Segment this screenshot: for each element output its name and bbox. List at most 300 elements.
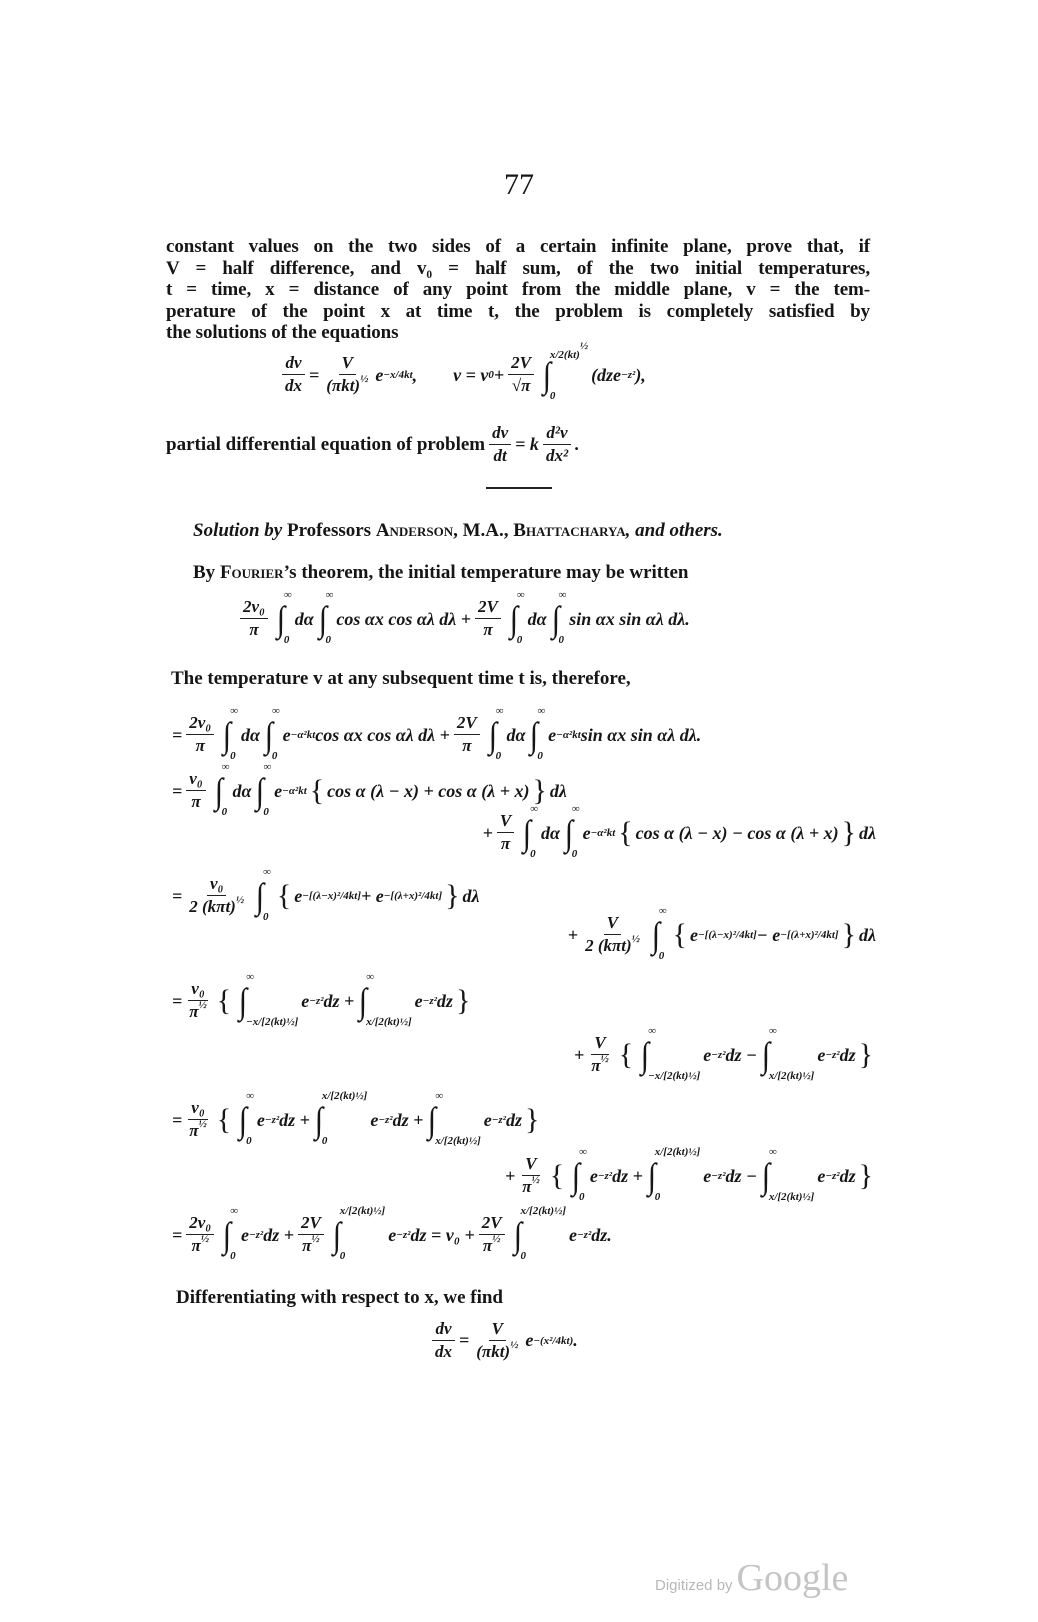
math-text: dα (240, 724, 260, 745)
fraction (519, 1155, 543, 1196)
lower-limit (230, 751, 238, 762)
fraction (508, 354, 534, 395)
lower-limit (520, 1251, 566, 1262)
inline-text: partial differential equation of problem (166, 433, 486, 455)
integral (522, 803, 538, 860)
math-text: , v = v (412, 364, 489, 385)
upper-limit (230, 1206, 238, 1217)
math-text: ∞ (221, 761, 230, 773)
denominator (509, 375, 534, 396)
integral-sign: ∫ (564, 813, 574, 853)
lower-limit (366, 1017, 412, 1028)
upper-limit (246, 972, 298, 983)
numerator (432, 1320, 454, 1341)
paragraph-line: the solutions of the equations (166, 322, 399, 343)
integral-limits (768, 1146, 815, 1203)
math-text: ½ (200, 1233, 210, 1245)
math-text: + (574, 1044, 585, 1065)
math-text: dv (285, 353, 302, 373)
upper-limit (769, 1147, 815, 1158)
fraction (454, 714, 480, 755)
math-text: 0 (321, 1135, 328, 1147)
integral-sign: ∫ (214, 771, 223, 811)
integral-sign: ∫ (264, 715, 274, 755)
numerator (479, 1214, 505, 1235)
denominator (459, 735, 474, 756)
integral (651, 905, 667, 962)
fraction (588, 1034, 612, 1075)
integral-limits (246, 971, 299, 1028)
right-brace: } (445, 879, 460, 912)
math-text: −[(λ−x)²/4kt] (698, 929, 757, 941)
math-text: −α²kt (556, 729, 581, 741)
fraction (473, 1320, 521, 1361)
math-text: π (189, 1121, 199, 1140)
math-text: 0 (495, 750, 502, 762)
numerator (240, 598, 268, 619)
fraction (298, 1214, 324, 1255)
fraction (186, 875, 247, 916)
superscript (492, 1233, 500, 1245)
math-text: −z² (825, 1049, 840, 1061)
math-text: 0 (530, 848, 536, 860)
denominator (246, 619, 261, 640)
left-brace: { (549, 1159, 565, 1192)
math-text: = (309, 364, 320, 385)
math-text: e (703, 1165, 712, 1186)
google-logo: Google (736, 1557, 849, 1599)
math-text: V (491, 1319, 503, 1338)
math-text: 2v₀ (189, 713, 212, 733)
math-text: ∞ (537, 705, 546, 717)
math-text: dx (435, 1341, 452, 1361)
math-text: π (462, 736, 472, 755)
given-equations (278, 340, 646, 402)
math-text: −z² (711, 1049, 726, 1061)
fraction (282, 354, 305, 395)
final-equation (428, 1320, 578, 1361)
numerator (282, 354, 304, 375)
math-text: ½ (360, 373, 369, 385)
integral-sign: ∫ (238, 981, 248, 1021)
math-text: e (525, 1330, 534, 1351)
solution-text: Professors (286, 520, 372, 541)
math-text: 2V (511, 353, 531, 373)
math-text: dz − (725, 1165, 757, 1186)
integral-limits (230, 705, 238, 762)
math-text: ½ (600, 1053, 609, 1065)
integral-sign: ∫ (509, 599, 519, 639)
math-text: V (341, 353, 353, 373)
math-text: x/2(kt) (549, 349, 580, 361)
paragraph-line: t = time, x = distance of any point from the middle plane, v = the tem- (166, 279, 870, 300)
math-text: ½ (198, 1118, 207, 1130)
math-text: e (388, 1224, 397, 1245)
numerator (543, 424, 570, 445)
intro-text: By (193, 562, 220, 583)
math-text: 2V (300, 1213, 321, 1233)
numerator (186, 714, 214, 735)
superscript (510, 1339, 518, 1351)
right-brace: } (858, 1038, 873, 1071)
math-text: e (569, 1224, 577, 1245)
math-text: ∞ (648, 1025, 656, 1037)
math-text: −z² (577, 1229, 592, 1241)
lower-limit (340, 1251, 386, 1262)
fraction (323, 354, 371, 395)
math-text: x/[2(kt)½] (654, 1146, 701, 1158)
denominator (186, 1120, 210, 1141)
others-text: , and others. (625, 520, 723, 541)
math-text: −[(λ+x)²/4kt] (383, 890, 443, 902)
integral-sign: ∫ (647, 1156, 657, 1196)
math-text: −z² (378, 1114, 393, 1126)
derivation-line (567, 905, 876, 962)
integral-limits (339, 1205, 386, 1262)
integral-sign: ∫ (318, 599, 327, 639)
fraction (186, 1099, 210, 1140)
upper-limit (230, 706, 238, 717)
author-name: Bhattacharya (513, 520, 626, 541)
derivation-line (482, 803, 876, 860)
math-text: dz + (263, 1224, 294, 1245)
math-text: v₀ (189, 769, 203, 789)
math-text: ∞ (768, 1146, 777, 1158)
lower-limit (537, 751, 545, 762)
math-text: dz. (591, 1224, 612, 1245)
math-text: ∞ (571, 803, 580, 815)
math-text: ∞ (262, 866, 271, 878)
math-text: V (606, 913, 619, 933)
math-text: π (483, 620, 493, 639)
integral-sign: ∫ (222, 715, 232, 755)
math-text: e (548, 724, 557, 745)
math-text: e (690, 924, 699, 945)
numerator (298, 1214, 324, 1235)
math-text: dz + (392, 1109, 424, 1130)
math-text: + e (361, 885, 384, 906)
math-text: ∞ (246, 1090, 254, 1102)
superscript (311, 1233, 319, 1245)
math-text: dv (435, 1319, 452, 1338)
lower-limit (435, 1136, 481, 1147)
integral-limits (654, 1146, 701, 1203)
math-text: −x/[2(kt)½] (648, 1070, 701, 1082)
math-text: cos α (λ − x) + cos α (λ + x) (327, 780, 530, 801)
integral (542, 340, 589, 402)
paragraph-line: perature of the point x at time t, the problem is completely satisfied by (166, 300, 870, 322)
math-text: x/[2(kt)½] (321, 1090, 368, 1102)
left-brace: { (216, 1103, 232, 1136)
solution-label: Solution by (193, 520, 283, 541)
math-text: = (172, 1109, 183, 1130)
math-text: . (573, 1330, 578, 1351)
math-text: dλ (549, 780, 567, 801)
math-text: ½ (492, 1233, 501, 1245)
math-text: (dze (591, 364, 622, 385)
lower-limit (550, 391, 588, 402)
math-text: e (274, 780, 283, 801)
integral-sign: ∫ (314, 1100, 324, 1140)
denominator (543, 445, 571, 466)
math-text: dλ (859, 822, 876, 843)
math-text: −z² (711, 1170, 726, 1182)
math-text: x/[2(kt)½] (768, 1191, 815, 1203)
upper-limit (549, 340, 589, 361)
upper-limit (366, 972, 412, 983)
lower-limit (322, 1136, 368, 1147)
math-text: e (294, 885, 303, 906)
math-text: + (493, 364, 505, 385)
integral-sign: ∫ (428, 1100, 437, 1140)
math-text: x/[2(kt)½] (339, 1205, 386, 1217)
math-text: x/[2(kt)½] (366, 1016, 412, 1028)
denominator (582, 935, 643, 956)
derivation-line (172, 705, 702, 762)
math-text: −z² (491, 1114, 506, 1126)
math-text: e (703, 1044, 712, 1065)
math-text: dz + (323, 990, 355, 1011)
left-brace: { (276, 879, 292, 912)
math-text: 0 (549, 390, 556, 402)
math-text: π (195, 736, 205, 755)
integral (640, 1025, 701, 1082)
math-text: v₀ (191, 979, 205, 999)
integral-limits (530, 803, 538, 860)
math-text: dα (506, 724, 526, 745)
integral-limits (768, 1025, 815, 1082)
math-text: −x/[2(kt)½] (246, 1016, 299, 1028)
derivation-line (172, 761, 567, 818)
math-text: e (375, 364, 384, 385)
math-text: . (575, 434, 580, 455)
math-text: √π (511, 376, 531, 395)
integral-sign: ∫ (488, 715, 497, 755)
denominator (519, 1176, 543, 1197)
integral (551, 589, 567, 646)
math-text: π (522, 1177, 532, 1196)
math-text: ∞ (530, 803, 538, 815)
fourier-integral (236, 589, 690, 646)
denominator (193, 735, 208, 756)
integral (222, 705, 238, 762)
math-text: π (482, 1236, 493, 1255)
denominator (188, 791, 203, 812)
integral-limits (246, 1090, 254, 1147)
math-text: ∞ (579, 1146, 587, 1158)
math-text: π (591, 1056, 601, 1075)
fraction (497, 812, 514, 853)
integral-limits (263, 761, 272, 818)
integral (513, 1205, 566, 1262)
fraction (489, 424, 511, 465)
math-text: = (172, 724, 183, 745)
math-text: −[(λ+x)²/4kt] (780, 929, 839, 941)
math-text: = k (515, 434, 539, 455)
upper-limit (322, 1091, 368, 1102)
math-text: dλ (462, 885, 480, 906)
derivation-line (172, 1090, 542, 1147)
math-text: 0 (658, 950, 665, 962)
math-text: 0 (283, 634, 290, 646)
integral-limits (537, 705, 546, 762)
denominator (282, 375, 305, 396)
denominator (186, 1001, 210, 1022)
right-brace: } (525, 1103, 540, 1136)
integral-sign: ∫ (513, 1215, 522, 1255)
integral (255, 866, 271, 923)
math-text: = (172, 885, 183, 906)
superscript (360, 373, 368, 385)
upper-limit (340, 1206, 386, 1217)
fraction (582, 914, 643, 955)
math-text: ∞ (246, 971, 254, 983)
fraction (186, 1214, 214, 1255)
math-text: (πkt) (326, 376, 361, 395)
numerator (489, 1320, 506, 1341)
integral (214, 761, 230, 818)
math-text: −z² (264, 1114, 280, 1126)
superscript (580, 340, 588, 352)
problem-statement (166, 236, 870, 344)
lower-limit (246, 1017, 298, 1028)
integral-limits (549, 340, 589, 402)
lower-limit (769, 1071, 815, 1082)
superscript (531, 1174, 539, 1186)
upper-limit (520, 1206, 566, 1217)
fourier-intro (193, 562, 688, 584)
math-text: ∞ (230, 705, 238, 717)
math-text: ∞ (495, 705, 504, 717)
author-degree: , M.A., (453, 520, 514, 541)
page-number: 77 (504, 168, 534, 201)
math-text: = (172, 780, 183, 801)
math-text: −z² (309, 995, 324, 1007)
integral (276, 589, 292, 646)
upper-limit (537, 706, 545, 717)
math-text: ∞ (768, 1025, 777, 1037)
math-text: sin αx sin αλ dλ. (580, 724, 702, 745)
math-text: e (817, 1165, 826, 1186)
numerator (489, 424, 511, 445)
math-text: x/[2(kt)½] (435, 1135, 481, 1147)
math-text: −α²kt (290, 729, 316, 741)
superscript (601, 1053, 609, 1065)
integral-limits (321, 1090, 368, 1147)
integral-limits (366, 971, 412, 1028)
math-text: e (817, 1044, 826, 1065)
watermark-prefix: Digitized by (655, 1577, 733, 1594)
math-text: e (582, 822, 591, 843)
math-text: 0 (262, 911, 269, 923)
numerator (604, 914, 621, 935)
math-text: dz (436, 990, 453, 1011)
integral (529, 705, 546, 762)
upper-limit (655, 1147, 701, 1158)
derivation-line (574, 1025, 876, 1082)
math-text: ½ (579, 340, 589, 352)
denominator (323, 375, 371, 396)
math-text: π (249, 620, 259, 639)
math-text: − e (756, 924, 781, 945)
superscript (632, 933, 640, 945)
math-text: = (459, 1330, 470, 1351)
math-text: ½ (631, 933, 640, 945)
math-text: ∞ (516, 589, 525, 601)
math-text: e (301, 990, 310, 1011)
right-brace: } (858, 1159, 873, 1192)
lower-limit (263, 807, 271, 818)
derivation-line (172, 971, 473, 1028)
integral-limits (520, 1205, 566, 1262)
numerator (188, 980, 207, 1001)
math-text: ∞ (283, 589, 292, 601)
math-text: v₀ (209, 874, 224, 894)
math-text: cos α (λ − x) − cos α (λ + x) (635, 822, 839, 843)
denominator (473, 1338, 521, 1362)
math-text: cos αx cos αλ dλ + (315, 724, 450, 745)
upper-limit (435, 1091, 481, 1102)
math-text: π (191, 792, 201, 811)
lower-limit (655, 1192, 701, 1203)
upper-limit (648, 1026, 700, 1037)
integral (222, 1205, 238, 1262)
integral-sign: ∫ (522, 813, 532, 853)
math-text: 0 (221, 806, 228, 818)
math-text: e (282, 724, 291, 745)
math-text: −z² (825, 1170, 840, 1182)
math-text: dα (232, 780, 252, 801)
math-text: e (589, 1165, 598, 1186)
math-text: 0 (516, 634, 523, 646)
lower-limit (530, 849, 538, 860)
numerator (188, 1099, 207, 1120)
math-text: 0 (230, 750, 236, 762)
math-text: 2v₀ (189, 1213, 212, 1233)
math-text: + (504, 1165, 516, 1186)
integral-sign: ∫ (256, 771, 265, 811)
math-text: ½ (510, 1338, 519, 1351)
superscript (236, 894, 244, 906)
fraction (186, 770, 205, 811)
integral-sign: ∫ (551, 599, 560, 639)
math-text: 0 (339, 1250, 346, 1262)
derivation-line (504, 1146, 876, 1203)
math-text: 2V (456, 713, 477, 733)
right-brace: } (455, 984, 471, 1017)
digitized-by-google-watermark (655, 1556, 848, 1600)
math-text: 2 (kπt) (189, 897, 236, 916)
denominator (299, 1235, 323, 1256)
numerator (475, 598, 501, 619)
math-text: V (499, 811, 512, 831)
denominator (480, 1235, 504, 1256)
math-text: −z² (248, 1229, 264, 1241)
numerator (207, 875, 226, 896)
lower-limit (230, 1251, 238, 1262)
math-text: −z² (396, 1229, 411, 1241)
math-text: v₀ (191, 1098, 205, 1118)
numerator (454, 714, 480, 735)
integral (238, 1090, 254, 1147)
pde-equation (166, 424, 580, 465)
math-text: dz (839, 1044, 856, 1065)
math-text: dz + (279, 1109, 310, 1130)
math-text: + (567, 924, 579, 945)
math-text: ½ (531, 1174, 540, 1186)
left-brace: { (216, 984, 232, 1017)
math-text: e (414, 990, 423, 1011)
